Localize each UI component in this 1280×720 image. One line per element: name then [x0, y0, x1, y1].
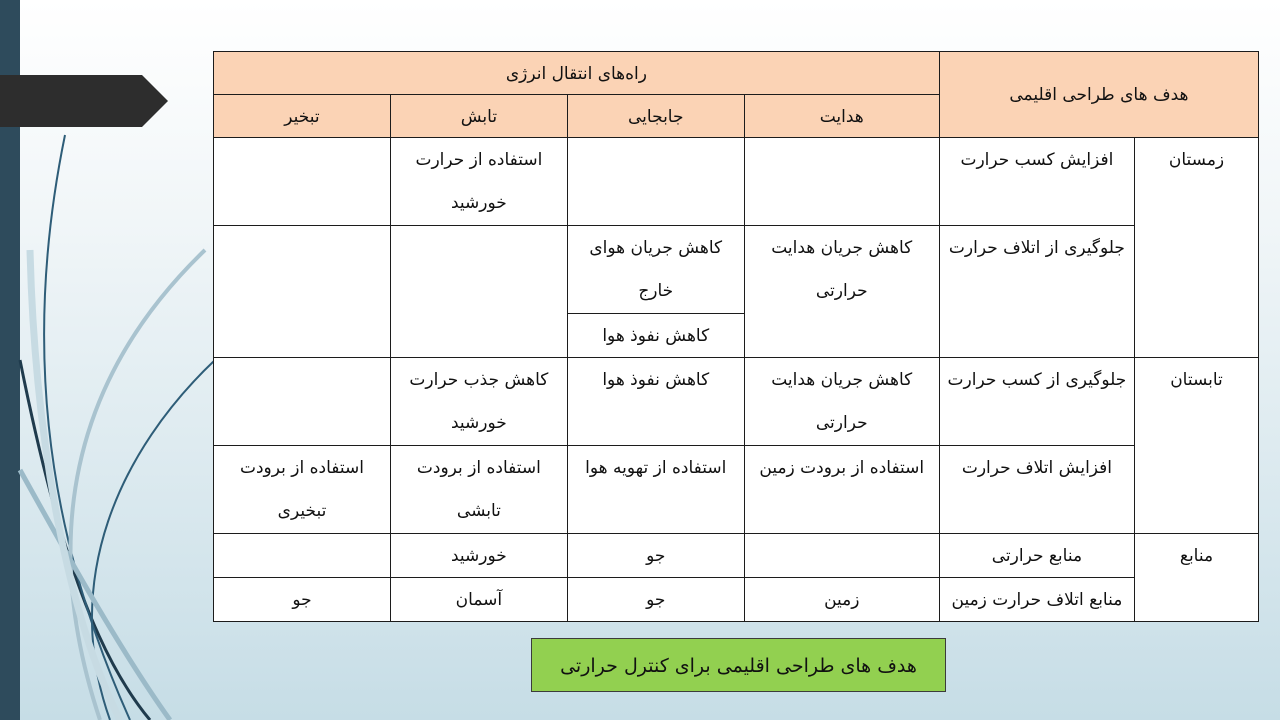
sources-2-evaporation: جو	[214, 578, 391, 622]
winter-goal-1: افزایش کسب حرارت	[939, 138, 1134, 226]
summer-goal-2: افزایش اتلاف حرارت	[939, 446, 1134, 534]
winter-1-radiation: استفاده از حرارت خورشید	[390, 138, 567, 226]
summer-1-evaporation	[214, 358, 391, 446]
winter-2-evaporation	[214, 226, 391, 358]
summer-2-radiation: استفاده از برودت تابشی	[390, 446, 567, 534]
sources-2-convection: جو	[567, 578, 744, 622]
summer-1-radiation: کاهش جذب حرارت خورشید	[390, 358, 567, 446]
sources-goal-2: منابع اتلاف حرارت زمین	[939, 578, 1134, 622]
winter-2-convection-b: کاهش نفوذ هوا	[567, 314, 744, 358]
summer-2-conduction: استفاده از برودت زمین	[744, 446, 939, 534]
sources-label: منابع	[1135, 534, 1259, 622]
header-conduction: هدایت	[744, 95, 939, 138]
header-goals: هدف های طراحی اقلیمی	[939, 52, 1258, 138]
winter-2-radiation	[390, 226, 567, 358]
header-radiation: تابش	[390, 95, 567, 138]
season-winter: زمستان	[1135, 138, 1259, 358]
season-summer: تابستان	[1135, 358, 1259, 534]
header-evaporation: تبخیر	[214, 95, 391, 138]
sources-goal-1: منابع حرارتی	[939, 534, 1134, 578]
sources-2-conduction: زمین	[744, 578, 939, 622]
summer-goal-1: جلوگیری از کسب حرارت	[939, 358, 1134, 446]
caption-box: هدف های طراحی اقلیمی برای کنترل حرارتی	[531, 638, 946, 692]
winter-1-conduction	[744, 138, 939, 226]
header-convection: جابجایی	[567, 95, 744, 138]
sources-1-convection: جو	[567, 534, 744, 578]
winter-2-conduction: کاهش جریان هدایت حرارتی	[744, 226, 939, 358]
summer-1-convection: کاهش نفوذ هوا	[567, 358, 744, 446]
winter-goal-2: جلوگیری از اتلاف حرارت	[939, 226, 1134, 358]
sources-1-radiation: خورشید	[390, 534, 567, 578]
sources-2-radiation: آسمان	[390, 578, 567, 622]
winter-2-convection: کاهش جریان هوای خارج	[567, 226, 744, 314]
header-energy-paths: راه‌های انتقال انرژی	[214, 52, 940, 95]
sources-1-evaporation	[214, 534, 391, 578]
winter-1-evaporation	[214, 138, 391, 226]
sources-1-conduction	[744, 534, 939, 578]
climate-design-table	[213, 51, 1259, 622]
arrow-shape	[0, 75, 168, 127]
summer-2-evaporation: استفاده از برودت تبخیری	[214, 446, 391, 534]
summer-2-convection: استفاده از تهویه هوا	[567, 446, 744, 534]
summer-1-conduction: کاهش جریان هدایت حرارتی	[744, 358, 939, 446]
winter-1-convection	[567, 138, 744, 226]
